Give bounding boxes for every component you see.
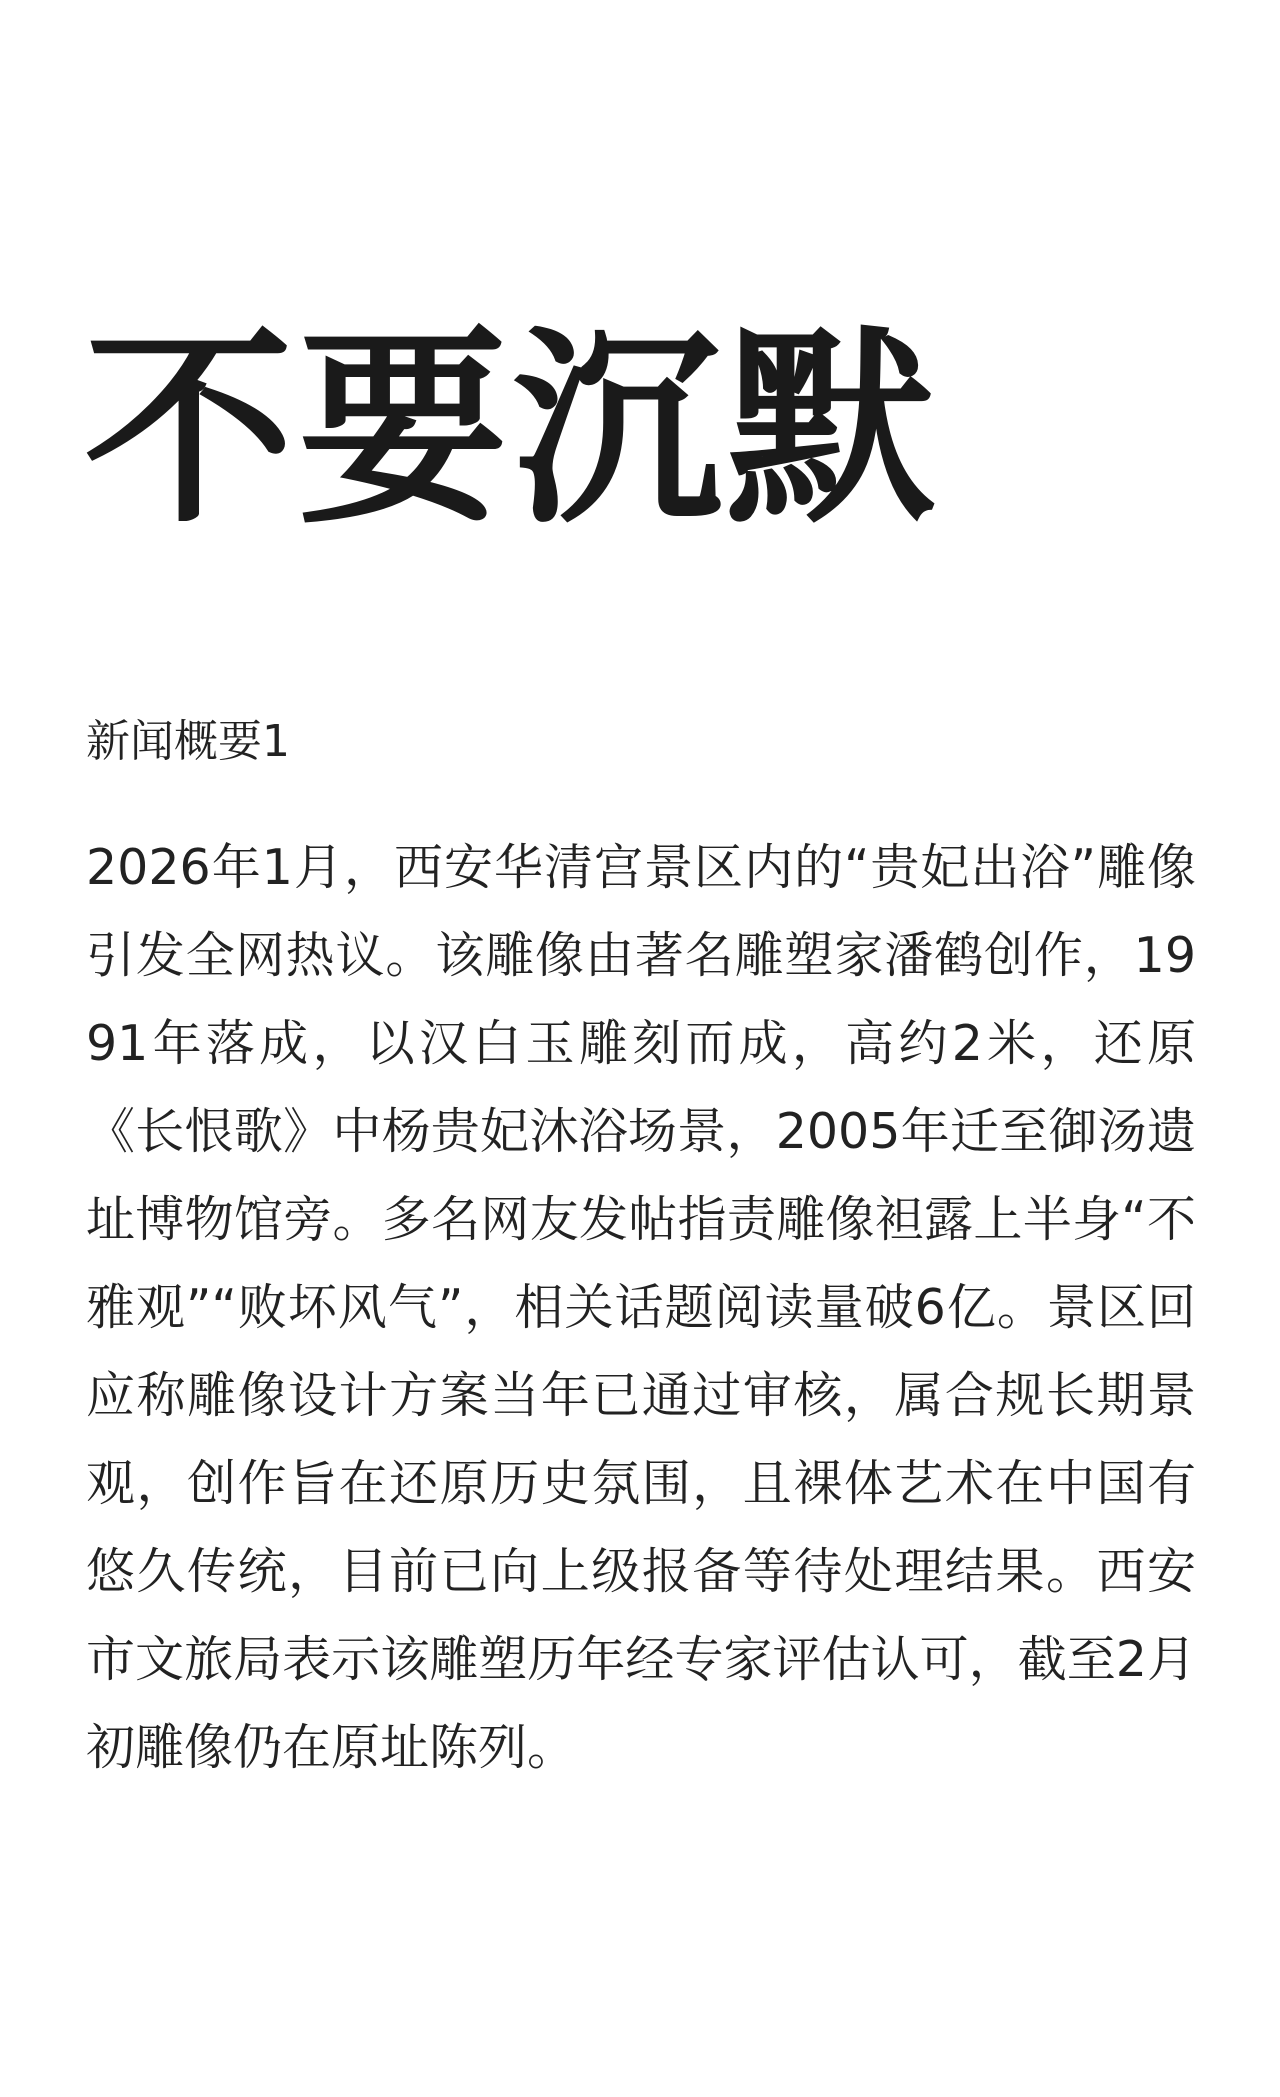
section-label: 新闻概要1 <box>86 716 290 767</box>
headline: 不要沉默 <box>84 307 941 552</box>
news-summary-paragraph: 2026年1月，西安华清宫景区内的“贵妃出浴”雕像引发全网热议。该雕像由著名雕塑家潘鹤创作，1991年落成，以汉白玉雕刻而成，高约2米，还原《长恨歌》中杨贵妃沐浴场景，2005年迁至御汤遗址博物馆旁。多名网友发帖指责雕像袒露上半身“不雅观”“败坏风气”，相关话题阅读量破6亿。景区回应称雕像设计方案当年已通过审核，属合规长期景观，创作旨在还原历史氛围，且裸体艺术在中国有悠久传统，目前已向上级报备等待处理结果。西安市文旅局表示该雕塑历年经专家评估认可，截至2月初雕像仍在原址陈列。 <box>86 839 1196 1776</box>
